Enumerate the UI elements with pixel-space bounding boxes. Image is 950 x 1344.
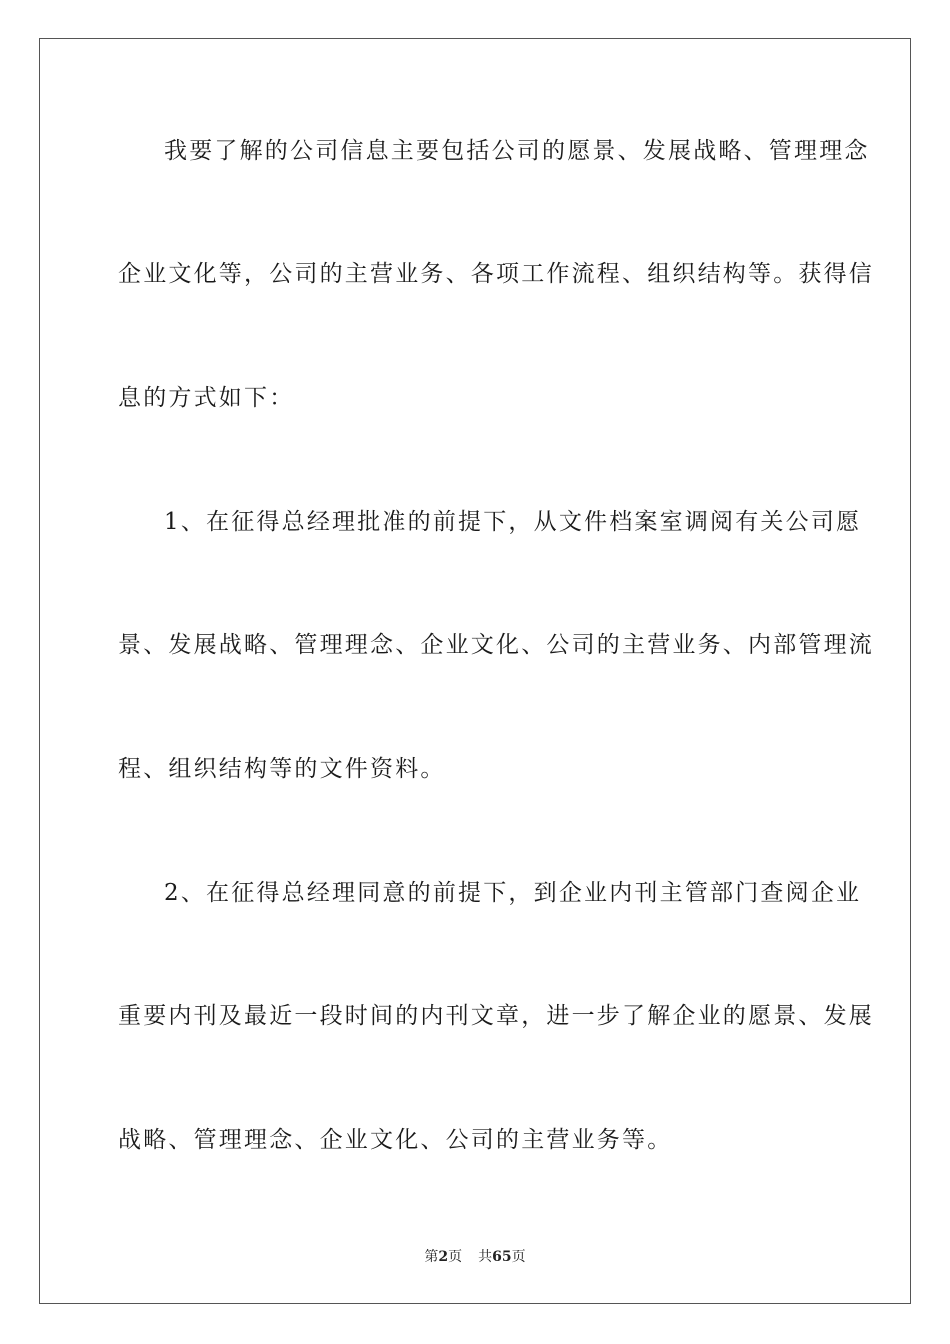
paragraph-2-line-3: 程、组织结构等的文件资料。 xyxy=(118,756,446,782)
paragraph-1-line-1: 我要了解的公司信息主要包括公司的愿景、发展战略、管理理念 xyxy=(164,138,870,164)
total-pages: 65 xyxy=(492,1249,512,1265)
page-prefix: 第 xyxy=(424,1249,439,1265)
page-number: 2 xyxy=(438,1249,449,1265)
paragraph-1-line-3: 息的方式如下： xyxy=(118,385,295,411)
paragraph-3-line-3: 战略、管理理念、企业文化、公司的主营业务等。 xyxy=(118,1127,673,1153)
paragraph-3-line-1: 2、在征得总经理同意的前提下，到企业内刊主管部门查阅企业 xyxy=(164,880,862,906)
page-footer xyxy=(0,1246,950,1266)
page-suffix: 页 xyxy=(448,1249,463,1265)
paragraph-2-line-2: 景、发展战略、管理理念、企业文化、公司的主营业务、内部管理流 xyxy=(118,632,874,658)
paragraph-2-line-1: 1、在征得总经理批准的前提下，从文件档案室调阅有关公司愿 xyxy=(164,509,862,535)
total-prefix: 共 xyxy=(478,1249,493,1265)
paragraph-1-line-2: 企业文化等，公司的主营业务、各项工作流程、组织结构等。获得信 xyxy=(118,261,874,287)
total-suffix: 页 xyxy=(511,1249,526,1265)
page-border xyxy=(39,38,911,1304)
paragraph-3-line-2: 重要内刊及最近一段时间的内刊文章，进一步了解企业的愿景、发展 xyxy=(118,1003,874,1029)
